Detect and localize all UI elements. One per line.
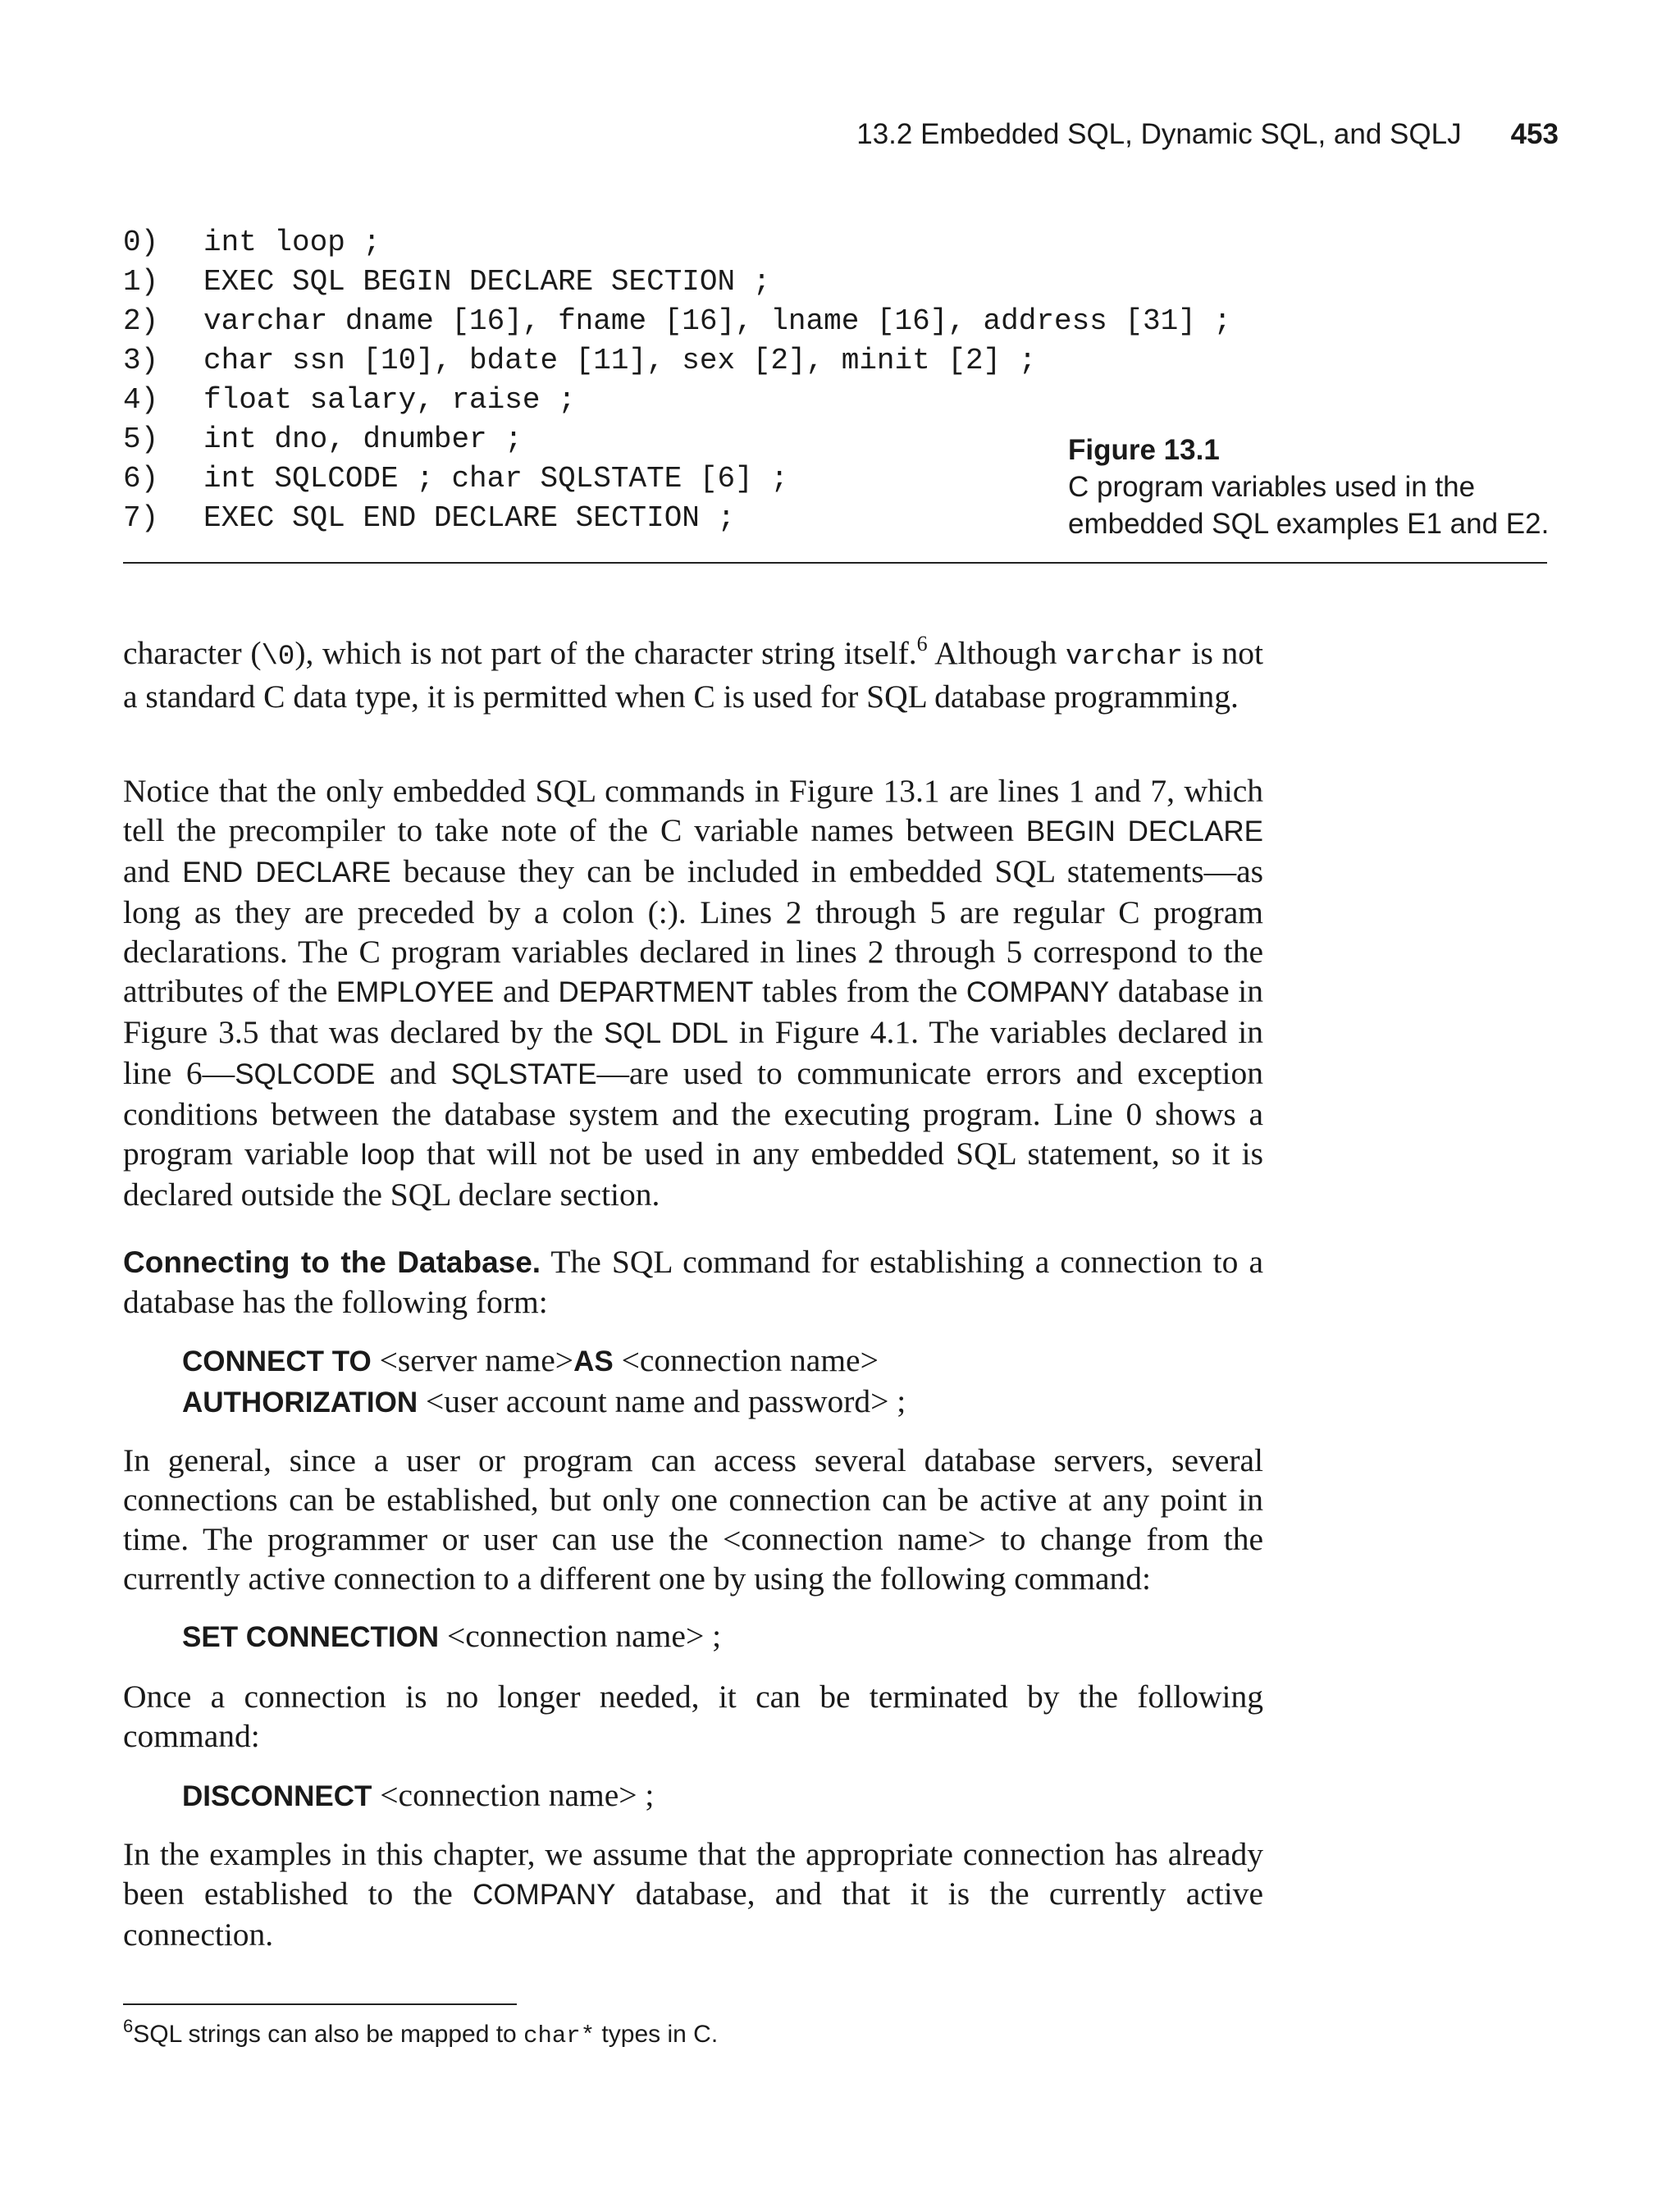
code-line xyxy=(123,223,1107,263)
keyword: SET CONNECTION xyxy=(182,1621,440,1653)
code-line xyxy=(123,420,1107,459)
text-run: and xyxy=(123,853,183,889)
text-run: Although xyxy=(927,635,1066,671)
page-number: 453 xyxy=(1510,118,1559,150)
line-number: 2) xyxy=(123,304,159,338)
text-run: in Figure 4.1. The variables declared in line 6— xyxy=(123,1014,1263,1091)
text-run: <connection name> xyxy=(613,1342,879,1378)
code-text: varchar dname [16], fname [16], lname [16], address [31] ; xyxy=(203,304,1232,338)
line-number: 0) xyxy=(123,226,159,259)
code-text: EXEC SQL END DECLARE SECTION ; xyxy=(203,501,736,535)
section-title: 13.2 Embedded SQL, Dynamic SQL, and SQLJ xyxy=(856,118,1462,150)
body-paragraph: In general, since a user or program can access several database servers, several connections can be established, but only one connection can be active at any point in time. The programmer or user can use the <connection name> to change from the currently active connection to a different one by using the following command: xyxy=(123,1442,1263,1597)
code-text: int loop ; xyxy=(203,226,381,259)
text-run: SQL strings can also be mapped to xyxy=(133,2021,524,2048)
text-run: <connection name> ; xyxy=(372,1777,655,1813)
text-run: is not a standard C data type, it is permitted when C is used for SQL database programming. xyxy=(123,635,1263,715)
footnote-marker: 6 xyxy=(916,632,928,656)
body-paragraph xyxy=(123,1834,1263,1954)
text-run: The SQL command for establishing a connection to a database has the following form: xyxy=(123,1244,1263,1320)
code-line xyxy=(123,341,1107,381)
body-paragraph xyxy=(123,771,1263,1214)
command-syntax xyxy=(182,1341,1249,1423)
text-run: —are used to communicate errors and exception conditions between the database system and the executing program. Line 0 shows a program variable xyxy=(123,1055,1263,1172)
code-line xyxy=(123,263,1107,302)
code-text: int SQLCODE ; char SQLSTATE [6] ; xyxy=(203,462,788,496)
keyword: END DECLARE xyxy=(182,857,391,889)
keyword: BEGIN DECLARE xyxy=(1025,815,1263,847)
text-run: <connection name> ; xyxy=(439,1618,722,1654)
code-text: float salary, raise ; xyxy=(203,383,576,417)
code-line xyxy=(123,302,1232,341)
code-line xyxy=(123,381,1107,420)
text-run: <server name> xyxy=(371,1342,574,1378)
command-line xyxy=(182,1341,1249,1382)
line-number: 5) xyxy=(123,423,159,456)
text-run: that will not be used in any embedded SQL statement, so it is declared outside the SQL declare section. xyxy=(123,1135,1263,1213)
body-paragraph: Once a connection is no longer needed, it can be terminated by the following command: xyxy=(123,1679,1263,1754)
text-run: database in Figure 3.5 that was declared by the xyxy=(123,973,1263,1050)
text-run: and xyxy=(494,973,559,1009)
section-heading: Connecting to the Database. xyxy=(123,1245,541,1279)
table-name: DEPARTMENT xyxy=(558,976,754,1008)
figure-divider xyxy=(123,562,1547,564)
code-line xyxy=(123,499,1107,538)
command-syntax xyxy=(182,1775,1249,1816)
inline-code: \0 xyxy=(261,642,295,673)
text-run: <user account name and password> ; xyxy=(418,1383,906,1419)
footnote xyxy=(123,2018,1263,2053)
table-name: EMPLOYEE xyxy=(336,976,495,1008)
keyword: AUTHORIZATION xyxy=(182,1387,418,1419)
figure-caption-line: C program variables used in the xyxy=(1068,471,1476,503)
command-line xyxy=(182,1382,1249,1423)
text-run: types in C. xyxy=(595,2021,719,2048)
keyword: CONNECT TO xyxy=(182,1345,372,1377)
database-name: COMPANY xyxy=(472,1879,616,1911)
line-number: 3) xyxy=(123,344,159,377)
variable-name: SQLCODE xyxy=(235,1058,376,1090)
body-paragraph xyxy=(123,1242,1263,1322)
text-run: In the examples in this chapter, we assume that the appropriate connection has already been established to the xyxy=(123,1836,1263,1912)
variable-name: SQLSTATE xyxy=(450,1058,597,1090)
keyword: DISCONNECT xyxy=(182,1780,372,1812)
variable-name: loop xyxy=(360,1139,415,1171)
text-run: database, and that it is the currently active connection. xyxy=(123,1875,1264,1953)
footnote-divider xyxy=(123,2003,517,2005)
line-number: 4) xyxy=(123,383,159,417)
database-name: COMPANY xyxy=(966,976,1110,1008)
command-syntax xyxy=(182,1616,1249,1657)
text-run: Notice that the only embedded SQL commands in Figure 13.1 are lines 1 and 7, which tell the precompiler to take note of the C variable names between xyxy=(123,773,1263,848)
code-line xyxy=(123,459,1107,499)
line-number: 6) xyxy=(123,462,159,496)
text-run: ), which is not part of the character string itself. xyxy=(294,635,917,671)
inline-code: char* xyxy=(523,2022,596,2049)
code-text: EXEC SQL BEGIN DECLARE SECTION ; xyxy=(203,265,771,299)
figure-caption xyxy=(1068,432,1560,542)
text-run: tables from the xyxy=(753,973,966,1009)
code-text: char ssn [10], bdate [11], sex [2], minit [2] ; xyxy=(203,344,1037,377)
code-text: int dno, dnumber ; xyxy=(203,423,523,456)
text-run: and xyxy=(375,1055,451,1091)
running-header xyxy=(820,116,1559,153)
line-number: 1) xyxy=(123,265,159,299)
figure-title: Figure 13.1 xyxy=(1068,434,1220,466)
keyword: AS xyxy=(573,1345,614,1377)
text-run: character ( xyxy=(123,635,262,671)
keyword: SQL DDL xyxy=(604,1017,728,1049)
text-run: because they can be included in embedded SQL statements—as long as they are preceded by a colon (:). Lines 2 through 5 are regular C program declarations. The C program variables declared in lines 2 through 5 correspond to the attributes of the xyxy=(123,853,1263,1009)
figure-caption-line: embedded SQL examples E1 and E2. xyxy=(1068,508,1550,540)
line-number: 7) xyxy=(123,501,159,535)
footnote-marker: 6 xyxy=(123,2016,134,2036)
body-paragraph xyxy=(123,633,1263,716)
inline-code: varchar xyxy=(1066,642,1183,673)
